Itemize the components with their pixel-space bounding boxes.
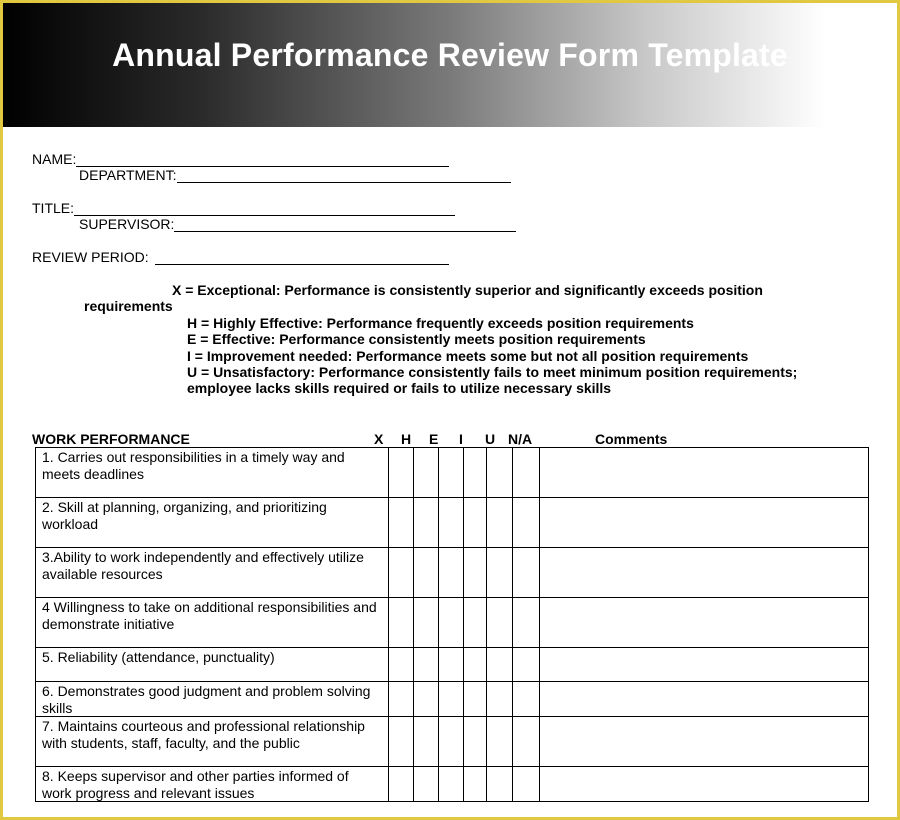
title-field[interactable]: [32, 200, 455, 216]
rating-cell-x[interactable]: [389, 498, 414, 548]
comments-cell[interactable]: [540, 498, 869, 548]
rating-cell-h[interactable]: [414, 498, 439, 548]
legend-exceptional: X = Exceptional: Performance is consistently superior and significantly exceeds position: [172, 282, 763, 298]
rating-cell-na[interactable]: [513, 498, 540, 548]
rating-cell-i[interactable]: [464, 598, 487, 648]
criterion-cell: 6. Demonstrates good judgment and problem solving skills: [36, 682, 389, 717]
comments-cell[interactable]: [540, 548, 869, 598]
criterion-cell: 3.Ability to work independently and effectively utilize available resources: [36, 548, 389, 598]
rating-cell-x[interactable]: [389, 648, 414, 682]
criterion-cell: 4 Willingness to take on additional responsibilities and demonstrate initiative: [36, 598, 389, 648]
comments-cell[interactable]: [540, 598, 869, 648]
rating-header-u: U: [485, 431, 496, 447]
rating-cell-u[interactable]: [487, 717, 513, 767]
work-performance-header: WORK PERFORMANCE: [32, 431, 190, 447]
rating-cell-i[interactable]: [464, 682, 487, 717]
comments-cell[interactable]: [540, 767, 869, 802]
rating-cell-na[interactable]: [513, 648, 540, 682]
rating-cell-h[interactable]: [414, 767, 439, 802]
rating-cell-h[interactable]: [414, 717, 439, 767]
name-line[interactable]: [76, 153, 449, 167]
review-period-line[interactable]: [155, 251, 449, 265]
table-row: [36, 648, 869, 682]
comments-cell[interactable]: [540, 648, 869, 682]
rating-cell-na[interactable]: [513, 598, 540, 648]
rating-cell-na[interactable]: [513, 682, 540, 717]
rating-cell-h[interactable]: [414, 448, 439, 498]
table-row: [36, 548, 869, 598]
department-label: DEPARTMENT:: [79, 167, 177, 183]
rating-cell-e[interactable]: [439, 598, 464, 648]
rating-cell-u[interactable]: [487, 682, 513, 717]
criterion-cell: 5. Reliability (attendance, punctuality): [36, 648, 389, 682]
title-banner: [3, 3, 897, 127]
table-row: [36, 448, 869, 498]
review-period-field[interactable]: [32, 249, 449, 265]
rating-cell-na[interactable]: [513, 448, 540, 498]
legend-exceptional-cont: requirements: [84, 298, 173, 314]
rating-cell-i[interactable]: [464, 448, 487, 498]
rating-cell-i[interactable]: [464, 717, 487, 767]
supervisor-label: SUPERVISOR:: [79, 216, 175, 232]
rating-cell-u[interactable]: [487, 598, 513, 648]
rating-cell-i[interactable]: [464, 767, 487, 802]
supervisor-line[interactable]: [174, 218, 516, 232]
rating-cell-h[interactable]: [414, 598, 439, 648]
comments-cell[interactable]: [540, 682, 869, 717]
rating-header-i: I: [459, 431, 463, 447]
rating-cell-x[interactable]: [389, 717, 414, 767]
rating-cell-x[interactable]: [389, 767, 414, 802]
rating-cell-na[interactable]: [513, 548, 540, 598]
rating-cell-i[interactable]: [464, 648, 487, 682]
rating-cell-u[interactable]: [487, 448, 513, 498]
title-label: TITLE:: [32, 200, 75, 216]
criterion-cell: 2. Skill at planning, organizing, and prioritizing workload: [36, 498, 389, 548]
name-field[interactable]: [32, 151, 449, 167]
table-row: [36, 717, 869, 767]
rating-header-x: X: [374, 431, 384, 447]
table-row: [36, 767, 869, 802]
criterion-cell: 7. Maintains courteous and professional relationship with students, staff, faculty, and the public: [36, 717, 389, 767]
table-row: [36, 598, 869, 648]
table-row: [36, 682, 869, 717]
legend-unsatisfactory-cont: employee lacks skills required or fails to utilize necessary skills: [187, 380, 612, 396]
supervisor-field[interactable]: [79, 216, 516, 232]
legend-highly-effective: H = Highly Effective: Performance frequently exceeds position requirements: [187, 315, 694, 331]
rating-cell-e[interactable]: [439, 767, 464, 802]
criterion-cell: 1. Carries out responsibilities in a timely way and meets deadlines: [36, 448, 389, 498]
rating-cell-e[interactable]: [439, 682, 464, 717]
rating-cell-u[interactable]: [487, 498, 513, 548]
criterion-cell: 8. Keeps supervisor and other parties informed of work progress and relevant issues: [36, 767, 389, 802]
legend-unsatisfactory: U = Unsatisfactory: Performance consistently fails to meet minimum position requirements;: [187, 364, 798, 380]
performance-table: [35, 447, 869, 802]
rating-cell-u[interactable]: [487, 767, 513, 802]
rating-cell-x[interactable]: [389, 548, 414, 598]
legend-improvement-needed: I = Improvement needed: Performance meets some but not all position requirements: [187, 348, 749, 364]
rating-cell-i[interactable]: [464, 548, 487, 598]
rating-header-h: H: [401, 431, 412, 447]
comments-cell[interactable]: [540, 717, 869, 767]
rating-cell-x[interactable]: [389, 448, 414, 498]
rating-cell-h[interactable]: [414, 548, 439, 598]
rating-cell-u[interactable]: [487, 648, 513, 682]
rating-header-na: N/A: [508, 431, 533, 447]
table-row: [36, 498, 869, 548]
rating-cell-e[interactable]: [439, 498, 464, 548]
title-line[interactable]: [74, 202, 455, 216]
rating-cell-e[interactable]: [439, 717, 464, 767]
rating-cell-x[interactable]: [389, 682, 414, 717]
rating-cell-na[interactable]: [513, 767, 540, 802]
page-title: Annual Performance Review Form Template: [112, 37, 788, 73]
review-period-label: REVIEW PERIOD:: [32, 249, 149, 265]
rating-cell-u[interactable]: [487, 548, 513, 598]
rating-cell-e[interactable]: [439, 648, 464, 682]
rating-cell-x[interactable]: [389, 598, 414, 648]
rating-cell-h[interactable]: [414, 648, 439, 682]
rating-cell-e[interactable]: [439, 448, 464, 498]
legend-effective: E = Effective: Performance consistently meets position requirements: [187, 331, 646, 347]
comments-header: Comments: [595, 431, 668, 447]
rating-cell-i[interactable]: [464, 498, 487, 548]
rating-cell-na[interactable]: [513, 717, 540, 767]
rating-cell-h[interactable]: [414, 682, 439, 717]
department-field[interactable]: [79, 167, 511, 183]
rating-header-e: E: [429, 431, 439, 447]
department-line[interactable]: [177, 169, 511, 183]
rating-cell-e[interactable]: [439, 548, 464, 598]
comments-cell[interactable]: [540, 448, 869, 498]
name-label: NAME:: [32, 151, 77, 167]
